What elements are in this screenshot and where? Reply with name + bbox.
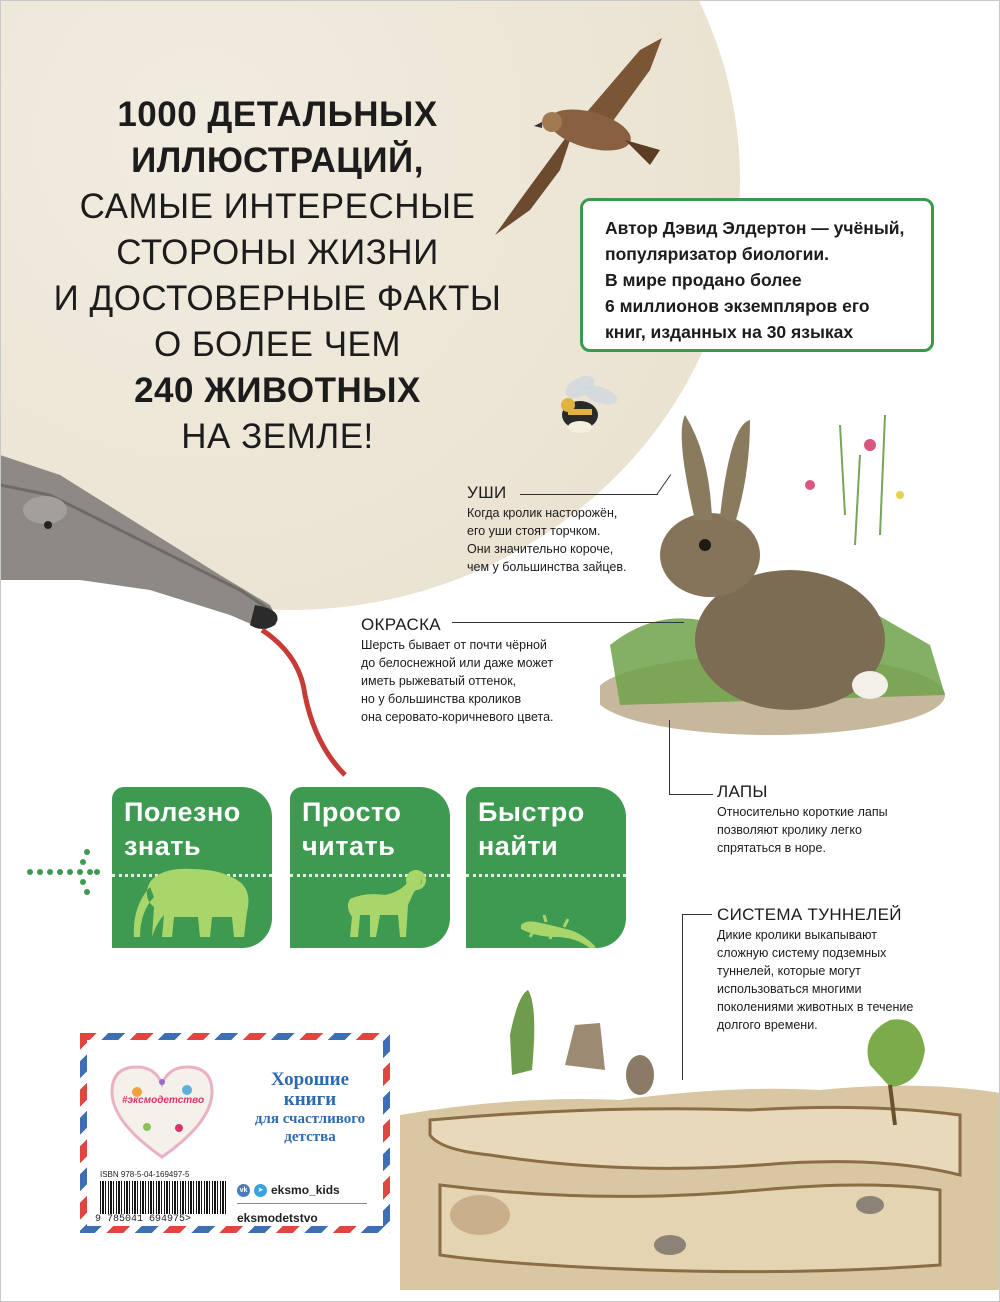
publisher-postcard <box>80 1033 390 1233</box>
tunnels-text-line: туннелей, которые могут <box>717 964 861 978</box>
paws-text-line: спрятаться в норе. <box>717 841 826 855</box>
headline-line: 1000 ДЕТАЛЬНЫХ <box>117 95 438 134</box>
ram-icon <box>290 787 450 948</box>
author-line: книг, изданных на 30 языках <box>605 322 854 342</box>
headline-line: И ДОСТОВЕРНЫЕ ФАКТЫ <box>53 279 502 318</box>
tunnels-leader-line <box>682 914 712 915</box>
slogan-line: Хорошие <box>270 1069 350 1090</box>
site-row <box>237 1208 367 1228</box>
tunnels-text-line: использоваться многими <box>717 982 862 996</box>
paws-label <box>717 781 888 857</box>
barcode-number: 9 785041 694975> <box>95 1214 192 1225</box>
card-title-line: Полезно <box>124 797 241 827</box>
paws-text-line: Относительно короткие лапы <box>717 805 888 819</box>
coloring-text-line: она серовато-коричневого цвета. <box>361 710 554 724</box>
card-title-line: читать <box>302 831 396 861</box>
slogan-line: для счастливого <box>254 1111 366 1127</box>
social-divider <box>237 1203 367 1204</box>
isbn-label: ISBN 978-5-04-169497-5 <box>100 1170 190 1179</box>
postcard-inner <box>87 1040 383 1226</box>
headline <box>20 92 535 460</box>
headline-line: САМЫЕ ИНТЕРЕСНЫЕ <box>79 187 476 226</box>
headline-line: СТОРОНЫ ЖИЗНИ <box>116 233 439 272</box>
card-title-line: Просто <box>302 797 402 827</box>
coloring-text-line: Шерсть бывает от почти чёрной <box>361 638 547 652</box>
tunnels-text-line: поколениями животных в течение <box>717 1000 914 1014</box>
tunnels-text-line: Дикие кролики выкапывают <box>717 928 877 942</box>
ears-leader-line <box>520 494 658 495</box>
card-title-line: Быстро <box>478 797 585 827</box>
paws-leader-line <box>669 794 713 795</box>
tunnels-text-line: сложную систему подземных <box>717 946 887 960</box>
social-row <box>237 1180 367 1200</box>
author-line: Автор Дэвид Элдертон — учёный, <box>605 218 905 238</box>
vk-icon: vk <box>237 1184 250 1197</box>
dotted-arrow-icon <box>25 847 105 897</box>
social-links <box>237 1180 367 1228</box>
ears-title: УШИ <box>467 483 507 502</box>
feature-card-useful <box>112 787 272 948</box>
telegram-icon: ➤ <box>254 1184 267 1197</box>
tunnels-text-line: долгого времени. <box>717 1018 818 1032</box>
barcode <box>100 1181 226 1214</box>
ears-text-line: его уши стоят торчком. <box>467 524 601 538</box>
coloring-text-line: иметь рыжеватый оттенок, <box>361 674 517 688</box>
coloring-label <box>361 614 554 726</box>
ears-label <box>467 482 626 576</box>
ears-text-line: Они значительно короче, <box>467 542 614 556</box>
feature-card-quick-find <box>466 787 626 948</box>
feature-card-easy-read <box>290 787 450 948</box>
author-info-box <box>580 198 934 352</box>
author-line: 6 миллионов экземпляров его <box>605 296 870 316</box>
coloring-title: ОКРАСКА <box>361 615 441 634</box>
paws-title: ЛАПЫ <box>717 782 768 801</box>
card-title-line: найти <box>478 831 559 861</box>
rabbit-burrow-illustration <box>400 975 1000 1290</box>
card-title-line: знать <box>124 831 202 861</box>
hashtag-label: #эксмодетство <box>122 1095 205 1106</box>
rabbit-illustration <box>600 395 960 745</box>
headline-line: НА ЗЕМЛЕ! <box>181 417 374 456</box>
author-line: В мире продано более <box>605 270 802 290</box>
slogan-line: детства <box>284 1129 336 1145</box>
headline-line: О БОЛЕЕ ЧЕМ <box>153 325 402 364</box>
tunnels-title: СИСТЕМА ТУННЕЛЕЙ <box>717 905 902 924</box>
slogan-line: книги <box>283 1089 337 1110</box>
elephant-icon <box>112 787 272 948</box>
author-line: популяризатор биологии. <box>605 244 829 264</box>
ears-text-line: чем у большинства зайцев. <box>467 560 627 574</box>
coloring-text-line: до белоснежной или даже может <box>361 656 554 670</box>
anteater-illustration <box>0 455 360 785</box>
lizard-icon <box>466 787 626 948</box>
paws-text-line: позволяют кролику легко <box>717 823 862 837</box>
slogan <box>235 1070 385 1146</box>
heart-icon <box>107 1062 217 1162</box>
headline-line: 240 ЖИВОТНЫХ <box>134 371 421 410</box>
coloring-text-line: но у большинства кроликов <box>361 692 522 706</box>
paws-leader-line <box>669 720 670 795</box>
coloring-leader-line <box>452 622 684 623</box>
headline-line: ИЛЛЮСТРАЦИЙ, <box>131 141 424 180</box>
social-handle: eksmo_kids <box>271 1183 340 1197</box>
site-handle: eksmodetstvo <box>237 1211 318 1225</box>
ears-text-line: Когда кролик насторожён, <box>467 506 618 520</box>
